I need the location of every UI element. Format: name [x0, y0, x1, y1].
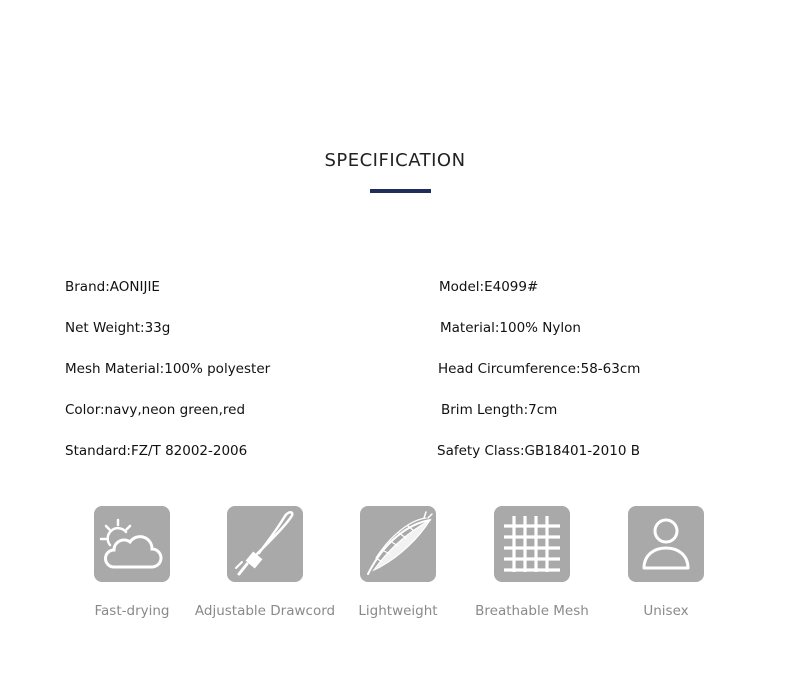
spec-brim-length: Brim Length:7cm [441, 402, 558, 418]
mesh-grid-icon [494, 506, 570, 582]
feature-label: Fast-drying [94, 603, 170, 619]
spec-standard: Standard:FZ/T 82002-2006 [65, 443, 248, 459]
spec-material: Material:100% Nylon [440, 320, 581, 336]
spec-mesh-material: Mesh Material:100% polyester [65, 361, 271, 377]
section-title: SPECIFICATION [324, 150, 466, 171]
title-underline [370, 189, 431, 193]
spec-head-circumference: Head Circumference:58-63cm [438, 361, 641, 377]
spec-net-weight: Net Weight:33g [65, 320, 171, 336]
feature-label: Unisex [643, 603, 689, 619]
spec-model: Model:E4099# [439, 279, 539, 295]
drawcord-icon [227, 506, 303, 582]
spec-color: Color:navy,neon green,red [65, 402, 246, 418]
spec-safety-class: Safety Class:GB18401-2010 B [437, 443, 640, 459]
feature-label: Breathable Mesh [475, 603, 589, 619]
feature-label: Lightweight [358, 603, 438, 619]
feature-unisex [586, 506, 746, 619]
feather-icon [360, 506, 436, 582]
spec-brand: Brand:AONIJIE [65, 279, 160, 295]
sun-cloud-icon [94, 506, 170, 582]
feature-label: Adjustable Drawcord [194, 603, 336, 619]
person-icon [628, 506, 704, 582]
